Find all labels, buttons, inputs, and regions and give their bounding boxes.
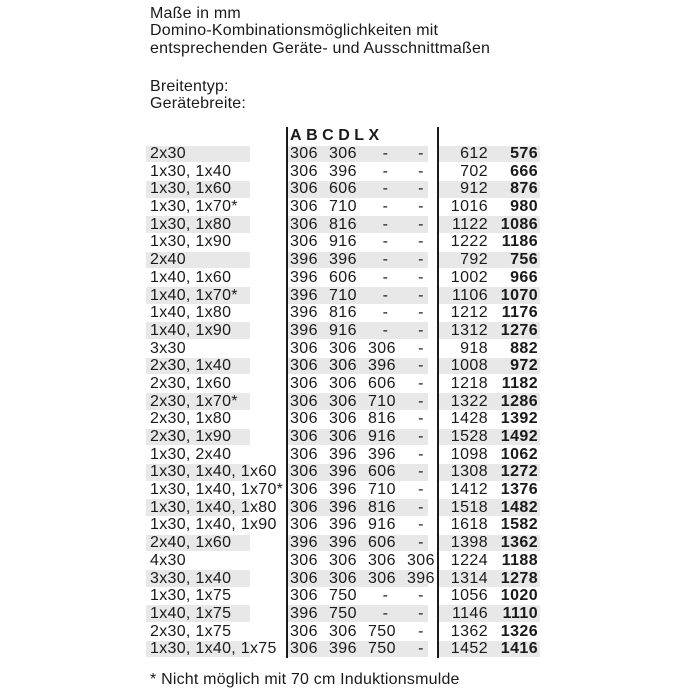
table-row bbox=[146, 640, 540, 658]
cutout-width-value: 972 bbox=[510, 357, 538, 375]
sum-length-value: 1224 bbox=[450, 551, 488, 569]
width-value: 816 bbox=[368, 498, 396, 516]
table-row bbox=[146, 481, 540, 499]
width-value: 306 bbox=[329, 374, 357, 392]
width-value: - bbox=[418, 640, 424, 658]
width-value: 396 bbox=[329, 534, 357, 552]
width-value: - bbox=[418, 321, 424, 339]
combination-label: 1x40, 1x75 bbox=[150, 604, 232, 622]
table-body bbox=[146, 145, 540, 658]
cutout-width-value: 1362 bbox=[500, 534, 538, 552]
sum-length-value: 702 bbox=[460, 162, 488, 180]
units-line: Maße in mm bbox=[150, 5, 241, 22]
column-letter: D bbox=[338, 127, 350, 144]
width-value: - bbox=[382, 304, 389, 322]
combination-label: 1x30, 1x40, 1x75 bbox=[150, 640, 277, 658]
cutout-width-value: 1286 bbox=[500, 392, 538, 410]
combination-label: 1x30, 1x40, 1x60 bbox=[150, 463, 277, 481]
width-value: 306 bbox=[290, 180, 318, 198]
combination-label: 1x30, 1x90 bbox=[150, 233, 232, 251]
table-row bbox=[146, 163, 540, 181]
cutout-width-value: 966 bbox=[510, 268, 538, 286]
width-value: - bbox=[418, 286, 424, 304]
width-value: 306 bbox=[329, 357, 357, 375]
cutout-width-value: 1392 bbox=[500, 410, 538, 428]
sum-length-value: 1218 bbox=[450, 374, 488, 392]
width-value: - bbox=[382, 198, 389, 216]
width-value: - bbox=[418, 215, 424, 233]
sum-length-value: 1528 bbox=[450, 428, 488, 445]
width-value: - bbox=[418, 410, 424, 428]
width-value: 396 bbox=[290, 251, 318, 269]
width-value: - bbox=[418, 516, 424, 534]
width-value: 306 bbox=[329, 551, 357, 569]
table-row bbox=[146, 552, 540, 570]
combination-label: 1x40, 1x60 bbox=[150, 268, 232, 286]
cutout-width-value: 1182 bbox=[501, 374, 538, 392]
width-value: 306 bbox=[290, 233, 318, 251]
sum-length-value: 1452 bbox=[450, 640, 488, 658]
combination-label: 1x30, 2x40 bbox=[150, 445, 232, 463]
width-value: 396 bbox=[407, 569, 435, 587]
width-value: 396 bbox=[290, 304, 318, 322]
table-row bbox=[146, 304, 540, 322]
width-value: 306 bbox=[368, 551, 396, 569]
width-value: - bbox=[382, 321, 389, 339]
cutout-width-value: 756 bbox=[510, 251, 538, 269]
width-value: 306 bbox=[290, 551, 318, 569]
cutout-width-value: 1062 bbox=[500, 445, 538, 463]
combination-label: 2x30, 1x90 bbox=[150, 428, 232, 445]
table-row bbox=[146, 605, 540, 623]
column-letter: A bbox=[290, 127, 302, 144]
combination-label: 1x30, 1x40, 1x90 bbox=[150, 516, 277, 534]
width-value: - bbox=[382, 251, 389, 269]
combinations-table bbox=[146, 127, 540, 658]
table-row bbox=[146, 322, 540, 340]
width-value: 916 bbox=[329, 321, 357, 339]
width-value: 306 bbox=[290, 339, 318, 357]
width-value: - bbox=[418, 463, 424, 481]
width-value: - bbox=[418, 180, 424, 198]
width-value: 750 bbox=[368, 640, 396, 658]
table-row bbox=[146, 216, 540, 234]
width-value: 916 bbox=[368, 428, 396, 445]
width-value: 306 bbox=[290, 428, 318, 445]
width-value: - bbox=[418, 198, 424, 216]
width-value: 306 bbox=[368, 569, 396, 587]
table-header-row bbox=[146, 127, 540, 145]
cutout-width-value: 980 bbox=[510, 198, 538, 216]
width-type-label: Breitentyp: bbox=[150, 78, 229, 95]
combination-label: 3x30, 1x40 bbox=[150, 569, 232, 587]
combination-label: 1x40, 1x80 bbox=[150, 304, 232, 322]
cutout-width-value: 1326 bbox=[500, 622, 538, 640]
width-value: - bbox=[418, 251, 424, 269]
width-value: 306 bbox=[290, 198, 318, 216]
cutout-width-value: 1376 bbox=[500, 481, 538, 499]
table-row bbox=[146, 180, 540, 198]
sum-length-value: 1146 bbox=[451, 604, 488, 622]
width-value: - bbox=[418, 498, 424, 516]
column-letter: B bbox=[306, 127, 318, 144]
width-value: - bbox=[418, 304, 424, 322]
width-value: 710 bbox=[368, 392, 396, 410]
table-row bbox=[146, 463, 540, 481]
combination-label: 1x30, 1x70* bbox=[150, 198, 238, 216]
width-value: 306 bbox=[290, 145, 318, 162]
width-value: 606 bbox=[329, 268, 357, 286]
combination-label: 3x30 bbox=[150, 339, 186, 357]
cutout-width-value: 1416 bbox=[500, 640, 538, 658]
width-value: 306 bbox=[368, 339, 396, 357]
width-value: - bbox=[418, 162, 424, 180]
combination-label: 1x30, 1x40, 1x80 bbox=[150, 498, 277, 516]
column-letters bbox=[290, 127, 384, 145]
sum-length-value: 1312 bbox=[450, 321, 488, 339]
cutout-width-value: 1482 bbox=[500, 498, 538, 516]
width-value: 396 bbox=[329, 162, 357, 180]
width-value: - bbox=[382, 180, 389, 198]
combination-label: 2x30 bbox=[150, 145, 186, 162]
width-value: - bbox=[418, 604, 424, 622]
combination-label: 2x40, 1x60 bbox=[150, 534, 232, 552]
column-letter: L bbox=[354, 127, 365, 144]
width-value: - bbox=[418, 145, 424, 162]
table-row bbox=[146, 570, 540, 588]
width-value: 306 bbox=[290, 374, 318, 392]
cutout-width-value: 1110 bbox=[502, 604, 538, 622]
table-row bbox=[146, 393, 540, 411]
width-value: - bbox=[382, 145, 389, 162]
page-header-text bbox=[150, 5, 490, 57]
width-value: 396 bbox=[290, 604, 318, 622]
width-value: - bbox=[418, 233, 424, 251]
width-value: - bbox=[418, 428, 424, 445]
width-value: - bbox=[382, 233, 389, 251]
combination-label: 2x30, 1x70* bbox=[150, 392, 238, 410]
combination-label: 1x40, 1x90 bbox=[150, 321, 232, 339]
sum-length-value: 792 bbox=[460, 251, 488, 269]
combination-label: 1x30, 1x80 bbox=[150, 215, 232, 233]
sum-length-value: 912 bbox=[460, 180, 488, 198]
width-value: 306 bbox=[290, 162, 318, 180]
type-labels bbox=[150, 78, 246, 113]
device-width-label: Gerätebreite: bbox=[150, 95, 246, 113]
footnote: * Nicht möglich mit 70 cm Induktionsmulde bbox=[150, 671, 460, 688]
width-value: 306 bbox=[290, 481, 318, 499]
table-row bbox=[146, 145, 540, 163]
combination-label: 2x30, 1x75 bbox=[150, 622, 232, 640]
cutout-width-value: 1176 bbox=[501, 304, 538, 322]
column-letter: C bbox=[322, 127, 334, 144]
combination-label: 1x30, 1x60 bbox=[150, 180, 232, 198]
width-value: - bbox=[418, 374, 424, 392]
width-value: - bbox=[382, 604, 389, 622]
width-value: 710 bbox=[368, 481, 396, 499]
width-value: 306 bbox=[329, 392, 357, 410]
sum-length-value: 1106 bbox=[451, 286, 488, 304]
combination-label: 4x30 bbox=[150, 551, 186, 569]
table-row bbox=[146, 446, 540, 464]
width-value: 306 bbox=[290, 445, 318, 463]
width-value: - bbox=[418, 445, 424, 463]
cutout-width-value: 1272 bbox=[500, 463, 538, 481]
table-row bbox=[146, 534, 540, 552]
table-row bbox=[146, 269, 540, 287]
width-value: 396 bbox=[290, 268, 318, 286]
width-value: - bbox=[382, 215, 389, 233]
table-row bbox=[146, 516, 540, 534]
width-value: 916 bbox=[368, 516, 396, 534]
width-value: 306 bbox=[329, 339, 357, 357]
table-row bbox=[146, 340, 540, 358]
cutout-width-value: 882 bbox=[510, 339, 538, 357]
width-value: 396 bbox=[290, 286, 318, 304]
sum-length-value: 918 bbox=[460, 339, 488, 357]
width-value: - bbox=[382, 587, 389, 605]
width-value: - bbox=[418, 268, 424, 286]
width-value: - bbox=[418, 622, 424, 640]
width-value: 306 bbox=[290, 587, 318, 605]
table-row bbox=[146, 198, 540, 216]
subtitle-line-2: entsprechenden Geräte- und Ausschnittmaßen bbox=[150, 39, 491, 57]
width-value: 396 bbox=[329, 516, 357, 534]
table-row bbox=[146, 357, 540, 375]
width-value: 750 bbox=[329, 587, 357, 605]
width-value: - bbox=[382, 268, 389, 286]
width-value: 306 bbox=[290, 463, 318, 481]
width-value: 606 bbox=[368, 374, 396, 392]
width-value: 396 bbox=[290, 321, 318, 339]
width-value: - bbox=[418, 392, 424, 410]
cutout-width-value: 1086 bbox=[500, 215, 538, 233]
width-value: 306 bbox=[407, 551, 435, 569]
width-value: 306 bbox=[290, 640, 318, 658]
width-value: 306 bbox=[290, 215, 318, 233]
width-value: 396 bbox=[329, 445, 357, 463]
combination-label: 1x30, 1x40, 1x70* bbox=[150, 481, 284, 499]
table-row bbox=[146, 623, 540, 641]
width-value: 306 bbox=[329, 569, 357, 587]
width-value: 306 bbox=[290, 622, 318, 640]
sum-length-value: 1412 bbox=[450, 481, 488, 499]
width-value: 396 bbox=[290, 534, 318, 552]
width-value: 306 bbox=[290, 410, 318, 428]
cutout-width-value: 1278 bbox=[500, 569, 538, 587]
width-value: 396 bbox=[368, 357, 396, 375]
sum-length-value: 1314 bbox=[450, 569, 488, 587]
width-value: 306 bbox=[290, 498, 318, 516]
width-value: - bbox=[418, 357, 424, 375]
cutout-width-value: 1020 bbox=[500, 587, 538, 605]
cutout-width-value: 666 bbox=[510, 162, 538, 180]
cutout-width-value: 1186 bbox=[501, 233, 538, 251]
width-value: 306 bbox=[329, 622, 357, 640]
width-value: 396 bbox=[329, 481, 357, 499]
width-value: 916 bbox=[329, 233, 357, 251]
cutout-width-value: 1188 bbox=[501, 551, 538, 569]
combination-label: 2x40 bbox=[150, 251, 186, 269]
table-row bbox=[146, 499, 540, 517]
sum-length-value: 1222 bbox=[450, 233, 488, 251]
combination-label: 2x30, 1x60 bbox=[150, 374, 232, 392]
sum-length-value: 1322 bbox=[450, 392, 488, 410]
width-value: - bbox=[382, 162, 389, 180]
sum-length-value: 1002 bbox=[450, 268, 488, 286]
width-value: 710 bbox=[329, 198, 357, 216]
width-value: 396 bbox=[329, 498, 357, 516]
width-value: 306 bbox=[329, 145, 357, 162]
combination-label: 2x30, 1x80 bbox=[150, 410, 232, 428]
table-row bbox=[146, 375, 540, 393]
table-row bbox=[146, 428, 540, 446]
sum-length-value: 1428 bbox=[450, 410, 488, 428]
width-value: - bbox=[418, 587, 424, 605]
combination-label: 2x30, 1x40 bbox=[150, 357, 232, 375]
width-value: 396 bbox=[329, 463, 357, 481]
width-value: 306 bbox=[290, 392, 318, 410]
width-value: 396 bbox=[368, 445, 396, 463]
width-value: 816 bbox=[329, 215, 357, 233]
width-value: 606 bbox=[368, 463, 396, 481]
sum-length-value: 1362 bbox=[450, 622, 488, 640]
width-value: - bbox=[418, 534, 424, 552]
combination-label: 1x40, 1x70* bbox=[150, 286, 238, 304]
cutout-width-value: 1070 bbox=[500, 286, 538, 304]
table-row bbox=[146, 587, 540, 605]
combination-label: 1x30, 1x40 bbox=[150, 162, 232, 180]
cutout-width-value: 1492 bbox=[500, 428, 538, 445]
width-value: - bbox=[418, 339, 424, 357]
cutout-width-value: 876 bbox=[510, 180, 538, 198]
width-value: 306 bbox=[290, 357, 318, 375]
width-value: 306 bbox=[290, 569, 318, 587]
width-value: 396 bbox=[329, 251, 357, 269]
table-row bbox=[146, 287, 540, 305]
sum-length-value: 1122 bbox=[451, 215, 488, 233]
cutout-width-value: 1582 bbox=[500, 516, 538, 534]
sum-length-value: 1098 bbox=[450, 445, 488, 463]
table-row bbox=[146, 251, 540, 269]
sum-length-value: 612 bbox=[460, 145, 488, 162]
width-value: 750 bbox=[329, 604, 357, 622]
cutout-width-value: 1276 bbox=[500, 321, 538, 339]
width-value: - bbox=[382, 286, 389, 304]
width-value: 750 bbox=[368, 622, 396, 640]
width-value: - bbox=[418, 481, 424, 499]
sum-length-value: 1008 bbox=[450, 357, 488, 375]
sum-length-value: 1056 bbox=[450, 587, 488, 605]
subtitle-line-1: Domino-Kombinationsmöglichkeiten mit bbox=[150, 22, 439, 40]
table-row bbox=[146, 233, 540, 251]
sum-length-value: 1518 bbox=[450, 498, 488, 516]
width-value: 606 bbox=[368, 534, 396, 552]
cutout-width-value: 576 bbox=[510, 145, 538, 162]
width-value: 816 bbox=[329, 304, 357, 322]
width-value: 606 bbox=[329, 180, 357, 198]
width-value: 816 bbox=[368, 410, 396, 428]
combination-label: 1x30, 1x75 bbox=[150, 587, 232, 605]
sum-length-value: 1016 bbox=[450, 198, 488, 216]
sum-length-value: 1308 bbox=[450, 463, 488, 481]
width-value: 396 bbox=[329, 640, 357, 658]
width-value: 306 bbox=[329, 428, 357, 445]
width-value: 306 bbox=[290, 516, 318, 534]
column-letter: X bbox=[368, 127, 380, 144]
width-value: 306 bbox=[329, 410, 357, 428]
sum-length-value: 1212 bbox=[450, 304, 488, 322]
sum-length-value: 1618 bbox=[450, 516, 488, 534]
table-row bbox=[146, 410, 540, 428]
sum-length-value: 1398 bbox=[450, 534, 488, 552]
width-value: 710 bbox=[329, 286, 357, 304]
